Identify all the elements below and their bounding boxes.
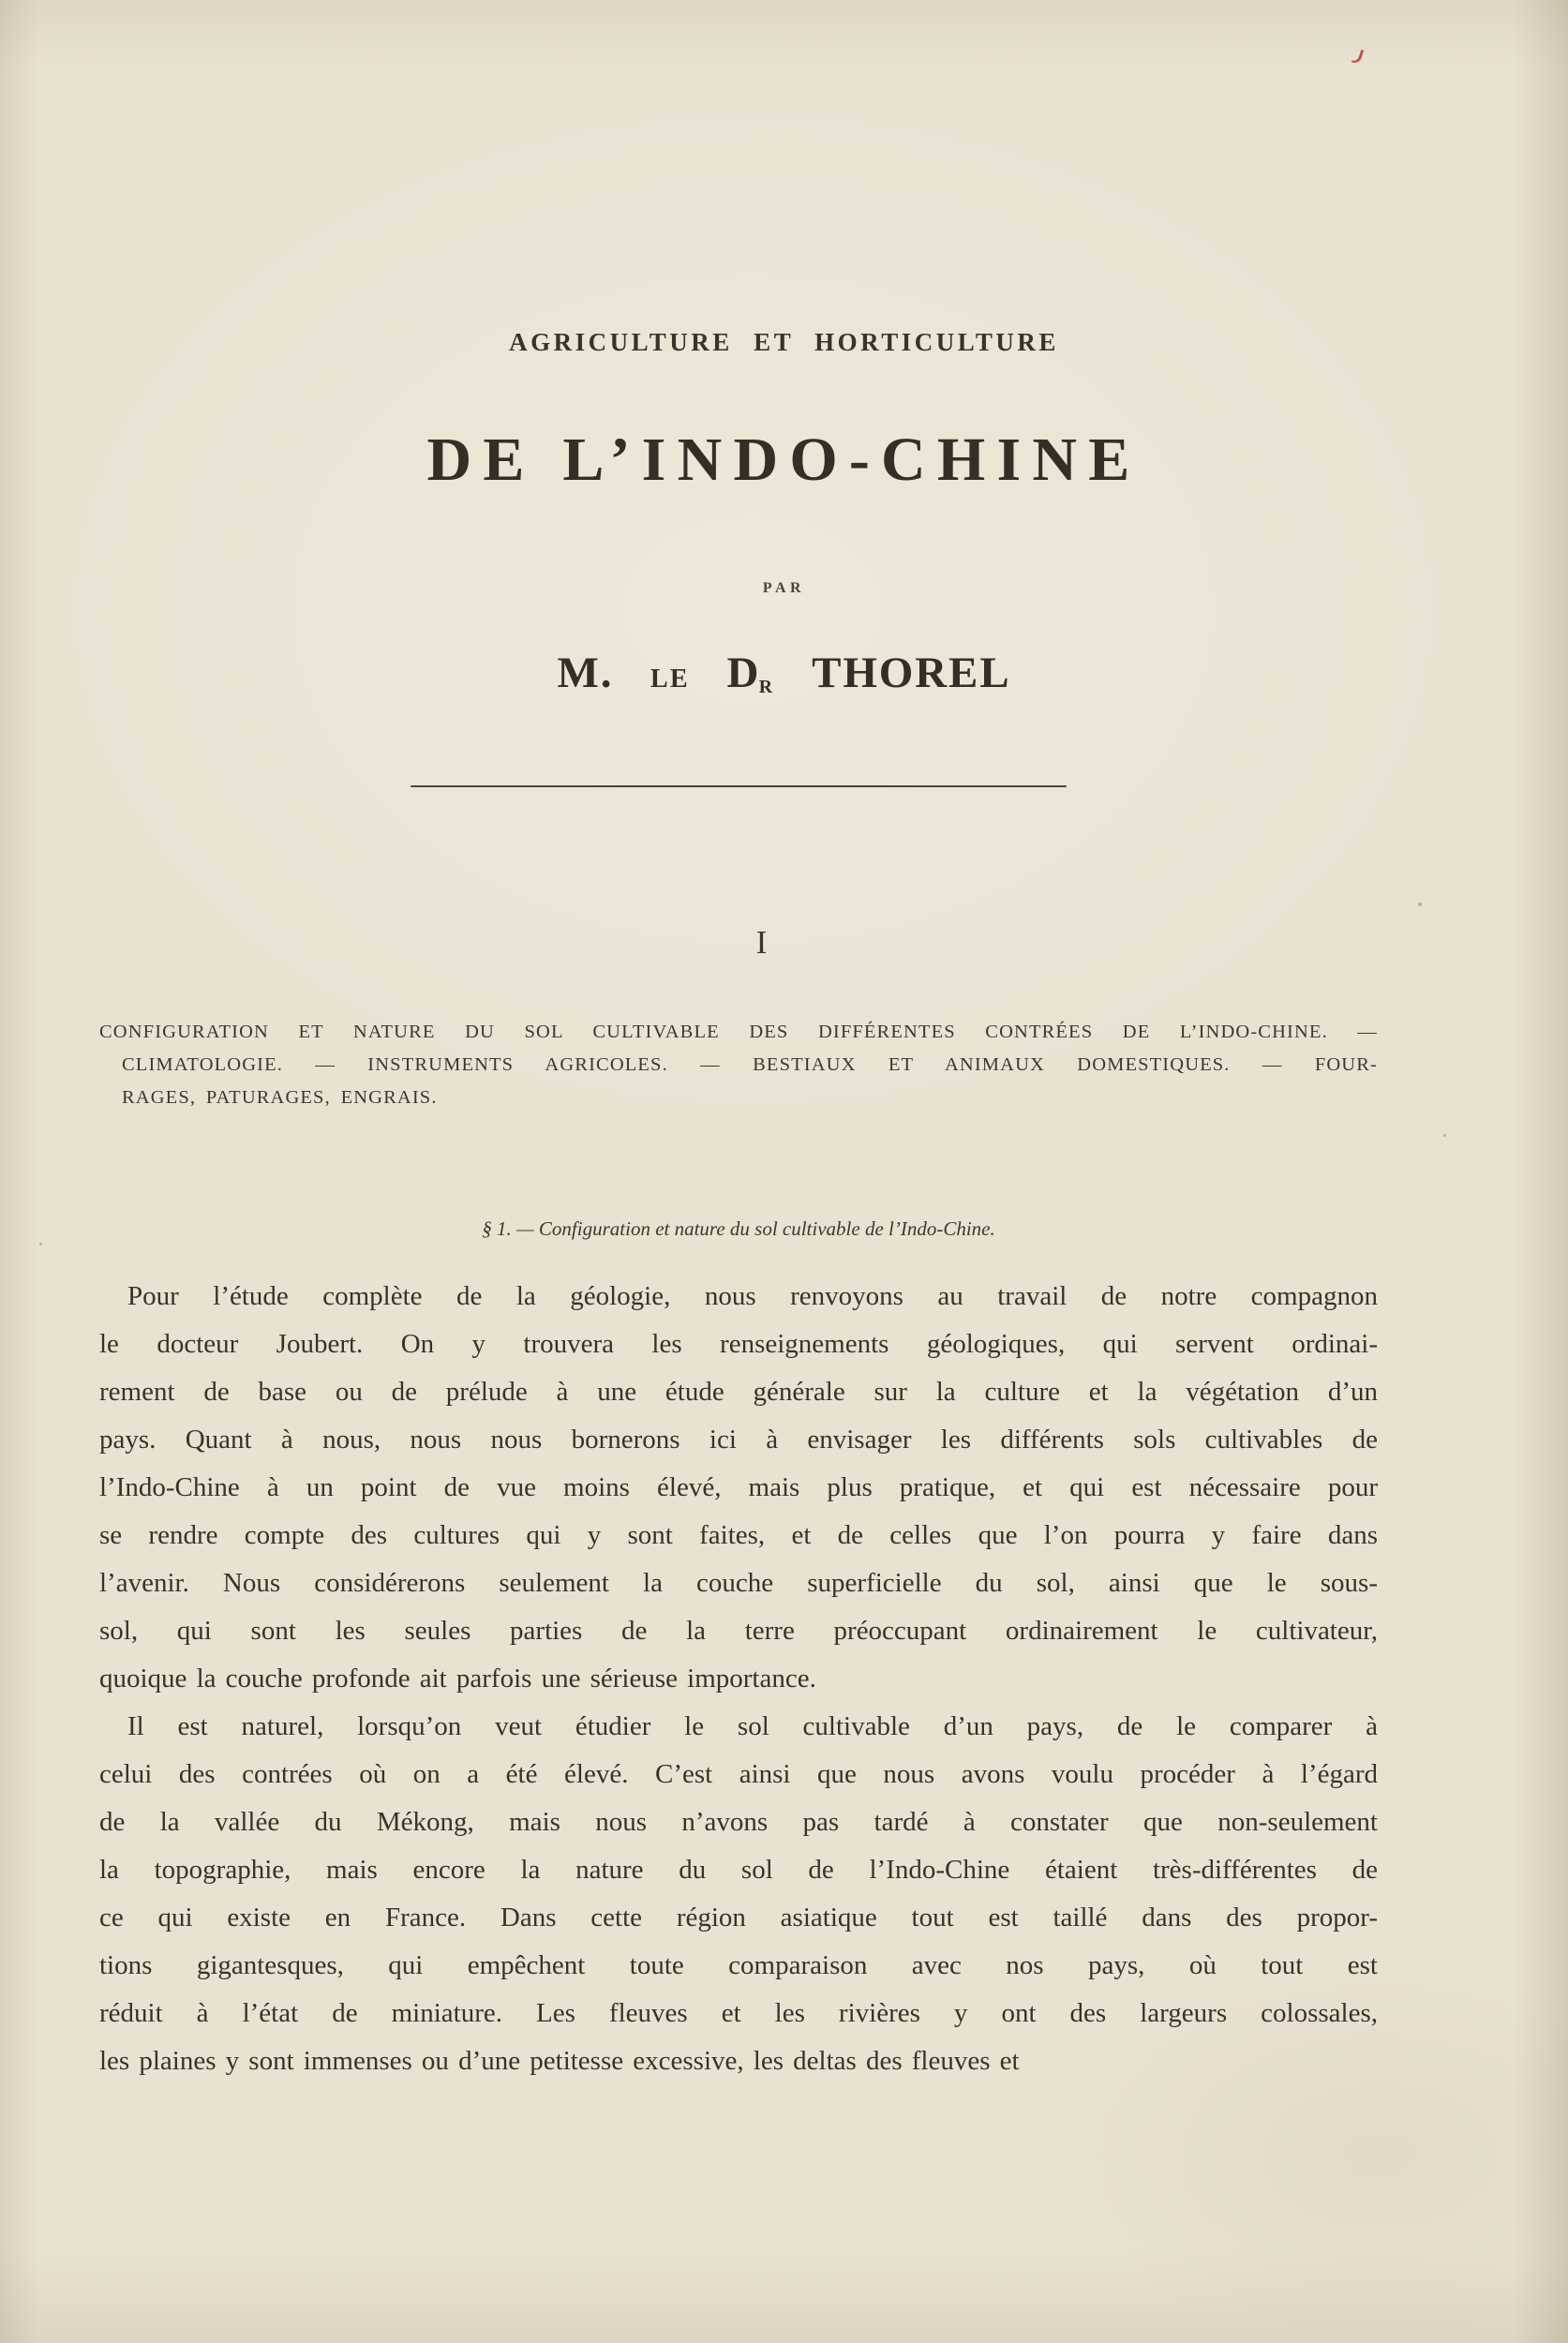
text-line: réduit à l’état de miniature. Les fleuves et les rivières y ont des largeurs colossales, <box>99 1998 1378 2028</box>
text-line: la topographie, mais encore la nature du sol de l’Indo-Chine étaient très-différentes de <box>99 1855 1378 1885</box>
chapter-number: I <box>755 924 768 961</box>
text-line: CONFIGURATION ET NATURE DU SOL CULTIVABLE DES DIFFÉRENTES CONTRÉES DE L’INDO-CHINE. — <box>99 1022 1378 1042</box>
author-article: LE <box>650 664 690 694</box>
text-line: Il est naturel, lorsqu’on veut étudier le sol cultivable d’un pays, de le comparer à <box>127 1711 1378 1741</box>
paper-speck <box>1418 903 1422 906</box>
paragraph <box>99 1273 1378 1703</box>
main-title: DE L’INDO-CHINE <box>426 425 1142 494</box>
text-line: l’avenir. Nous considérerons seulement la couche superficielle du sol, ainsi que le sous- <box>99 1568 1378 1598</box>
title-block <box>0 0 1568 698</box>
text-line: rement de base ou de prélude à une étude générale sur la culture et la végétation d’un <box>99 1377 1378 1407</box>
text-line: l’Indo-Chine à un point de vue moins élevé, mais plus pratique, et qui est nécessaire pour <box>99 1472 1378 1502</box>
text-line: le docteur Joubert. On y trouvera les renseignements géologiques, qui servent ordinai- <box>99 1329 1378 1359</box>
text-line: pays. Quant à nous, nous nous bornerons ici à envisager les différents sols cultivables de <box>99 1425 1378 1455</box>
paper-speck <box>1443 1134 1446 1137</box>
author-doctor-abbrev: DR <box>726 649 774 697</box>
text-line: de la vallée du Mékong, mais nous n’avons pas tardé à constater que non-seulement <box>99 1807 1378 1837</box>
text-line: Pour l’étude complète de la géologie, nous renvoyons au travail de notre compagnon <box>127 1281 1378 1311</box>
text-line: RAGES, PATURAGES, ENGRAIS. <box>122 1087 438 1108</box>
text-line: celui des contrées où on a été élevé. C’est ainsi que nous avons voulu procéder à l’égard <box>99 1759 1378 1789</box>
text-column <box>99 785 1378 2085</box>
author-name: THOREL <box>812 649 1011 697</box>
text-line: les plaines y sont immenses ou d’une petitesse excessive, les deltas des fleuves et <box>99 2046 1020 2076</box>
divider-rule <box>411 785 1067 787</box>
text-line: tions gigantesques, qui empêchent toute comparaison avec nos pays, où tout est <box>99 1950 1378 1980</box>
text-line: se rendre compte des cultures qui y sont faites, et de celles que l’on pourra y faire dans <box>99 1520 1378 1550</box>
text-line: quoique la couche profonde ait parfois une sérieuse importance. <box>99 1664 816 1694</box>
section-heading: § 1. — Configuration et nature du sol cultivable de l’Indo-Chine. <box>482 1217 995 1240</box>
author-prefix: M. <box>557 649 614 697</box>
author-doctor-subscript: R <box>758 676 774 697</box>
byline: PAR <box>762 580 806 596</box>
paragraph <box>99 1703 1378 2085</box>
author-line <box>0 648 1568 698</box>
text-line: sol, qui sont les seules parties de la terre préoccupant ordinairement le cultivateur, <box>99 1616 1378 1646</box>
text-line: ce qui existe en France. Dans cette région asiatique tout est taillé dans des propor- <box>99 1903 1378 1933</box>
half-title: AGRICULTURE ET HORTICULTURE <box>509 328 1059 356</box>
chapter-summary <box>99 1016 1378 1114</box>
paper-speck <box>39 1243 42 1246</box>
text-line: CLIMATOLOGIE. — INSTRUMENTS AGRICOLES. — BESTIAUX ET ANIMAUX DOMESTIQUES. — FOUR- <box>122 1054 1378 1075</box>
